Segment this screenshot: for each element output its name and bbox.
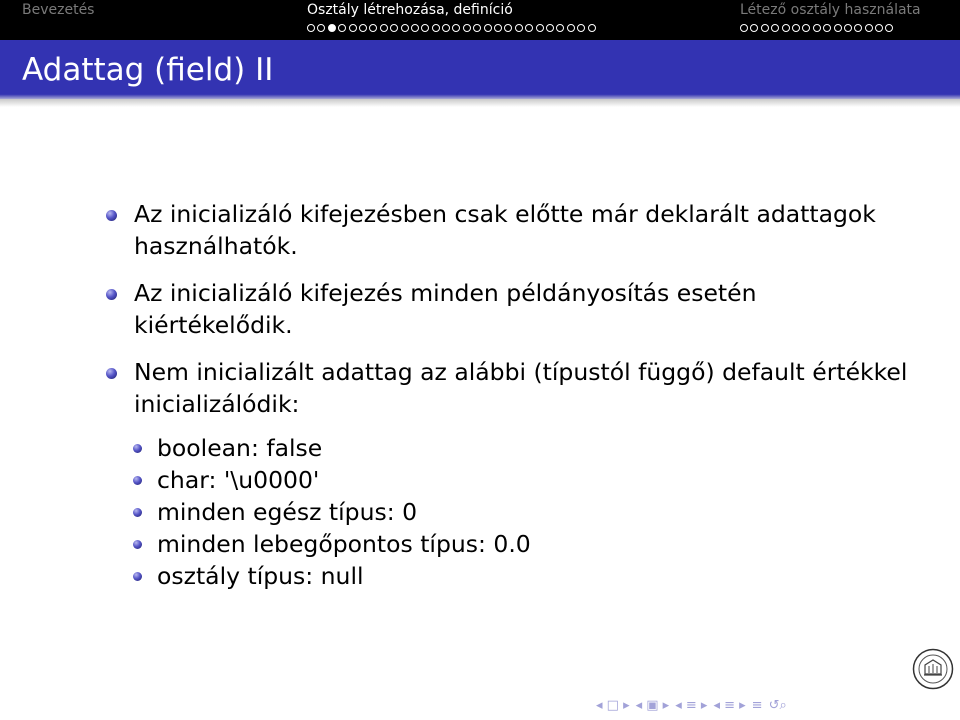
title-shadow [0, 99, 960, 107]
sublist-item [100, 528, 920, 560]
university-seal-icon [912, 648, 954, 690]
nav-align-icon[interactable]: ≡ [751, 698, 763, 713]
bullet-ball-icon [133, 540, 142, 549]
mini-frame-dot[interactable] [750, 24, 758, 32]
bullet-ball-icon [106, 368, 117, 379]
headline-section-existing-class[interactable]: Létező osztály használata [740, 2, 921, 18]
mini-frame-dot[interactable] [844, 24, 852, 32]
sublist-item [100, 432, 920, 464]
navigation-symbols [596, 698, 787, 713]
bullet-ball-icon [133, 444, 142, 453]
mini-frame-dot[interactable] [875, 24, 883, 32]
mini-frame-dot[interactable] [463, 24, 471, 32]
mini-frame-dot[interactable] [823, 24, 831, 32]
sublist-item-text: minden lebegőpontos típus: 0.0 [157, 530, 531, 558]
mini-frame-dot[interactable] [421, 24, 429, 32]
mini-frame-dot[interactable] [484, 24, 492, 32]
mini-frame-dot[interactable] [854, 24, 862, 32]
mini-frame-dot[interactable] [307, 24, 315, 32]
mini-frame-dot[interactable] [369, 24, 377, 32]
mini-frame-dot[interactable] [885, 24, 893, 32]
mini-frame-dot[interactable] [588, 24, 596, 32]
mini-frame-dot[interactable] [577, 24, 585, 32]
list-item [100, 356, 920, 420]
nav-subsection-icon[interactable]: ◂ ≡ ▸ [713, 698, 746, 713]
mini-frame-dot[interactable] [401, 24, 409, 32]
sublist-item [100, 464, 920, 496]
mini-frame-dot[interactable] [359, 24, 367, 32]
mini-frame-dot[interactable] [317, 24, 325, 32]
mini-frame-dot[interactable] [761, 24, 769, 32]
list-item-text: Az inicializáló kifejezésben csak előtte már deklarált adattagok használhatók. [134, 200, 876, 260]
bullet-ball-icon [106, 289, 117, 300]
section-mini-frames-right[interactable] [740, 24, 893, 34]
nav-frame-icon[interactable]: ◂ □ ▸ [596, 698, 630, 713]
mini-frame-dot[interactable] [390, 24, 398, 32]
nav-section-icon[interactable]: ◂ ≡ ▸ [675, 698, 708, 713]
mini-frame-dot[interactable] [740, 24, 748, 32]
mini-frame-dot[interactable] [556, 24, 564, 32]
mini-frame-dot[interactable] [567, 24, 575, 32]
mini-frame-dot[interactable] [792, 24, 800, 32]
mini-frame-dot[interactable] [813, 24, 821, 32]
bullet-ball-icon [133, 572, 142, 581]
headline-section-class-definition[interactable]: Osztály létrehozása, definíció [307, 2, 513, 18]
section-mini-frames[interactable] [307, 24, 596, 34]
list-item [100, 198, 920, 262]
sublist-item-text: boolean: false [157, 434, 323, 462]
list-item-text: Nem inicializált adattag az alábbi (típustól függő) default értékkel inicializálódik: [134, 358, 908, 418]
mini-frame-dot[interactable] [380, 24, 388, 32]
list-item-text: Az inicializáló kifejezés minden példányosítás esetén kiértékelődik. [134, 279, 757, 339]
bullet-ball-icon [133, 508, 142, 517]
mini-frame-dot[interactable] [546, 24, 554, 32]
slide-content [100, 198, 920, 592]
mini-frame-dot[interactable] [536, 24, 544, 32]
mini-frame-dot[interactable] [328, 24, 336, 32]
nav-subsection-icon[interactable]: ◂ ▣ ▸ [635, 698, 670, 713]
default-values-list [100, 432, 920, 592]
headline-bar [0, 0, 960, 40]
sublist-item-text: char: '\u0000' [157, 466, 320, 494]
mini-frame-dot[interactable] [834, 24, 842, 32]
sublist-item [100, 496, 920, 528]
mini-frame-dot[interactable] [515, 24, 523, 32]
mini-frame-dot[interactable] [782, 24, 790, 32]
headline-section-intro[interactable]: Bevezetés [22, 2, 95, 18]
bullet-ball-icon [106, 210, 117, 221]
mini-frame-dot[interactable] [504, 24, 512, 32]
list-item [100, 277, 920, 341]
nav-search-icon[interactable]: ↺⌕ [768, 698, 787, 713]
mini-frame-dot[interactable] [338, 24, 346, 32]
mini-frame-dot[interactable] [411, 24, 419, 32]
mini-frame-dot[interactable] [432, 24, 440, 32]
mini-frame-dot[interactable] [525, 24, 533, 32]
mini-frame-dot[interactable] [494, 24, 502, 32]
frame-title: Adattag (field) II [22, 52, 274, 88]
mini-frame-dot[interactable] [349, 24, 357, 32]
mini-frame-dot[interactable] [802, 24, 810, 32]
sublist-item-text: minden egész típus: 0 [157, 498, 418, 526]
sublist-item [100, 560, 920, 592]
mini-frame-dot[interactable] [473, 24, 481, 32]
mini-frame-dot[interactable] [771, 24, 779, 32]
mini-frame-dot[interactable] [452, 24, 460, 32]
bullet-ball-icon [133, 476, 142, 485]
mini-frame-dot[interactable] [865, 24, 873, 32]
mini-frame-dot[interactable] [442, 24, 450, 32]
sublist-item-text: osztály típus: null [157, 562, 364, 590]
